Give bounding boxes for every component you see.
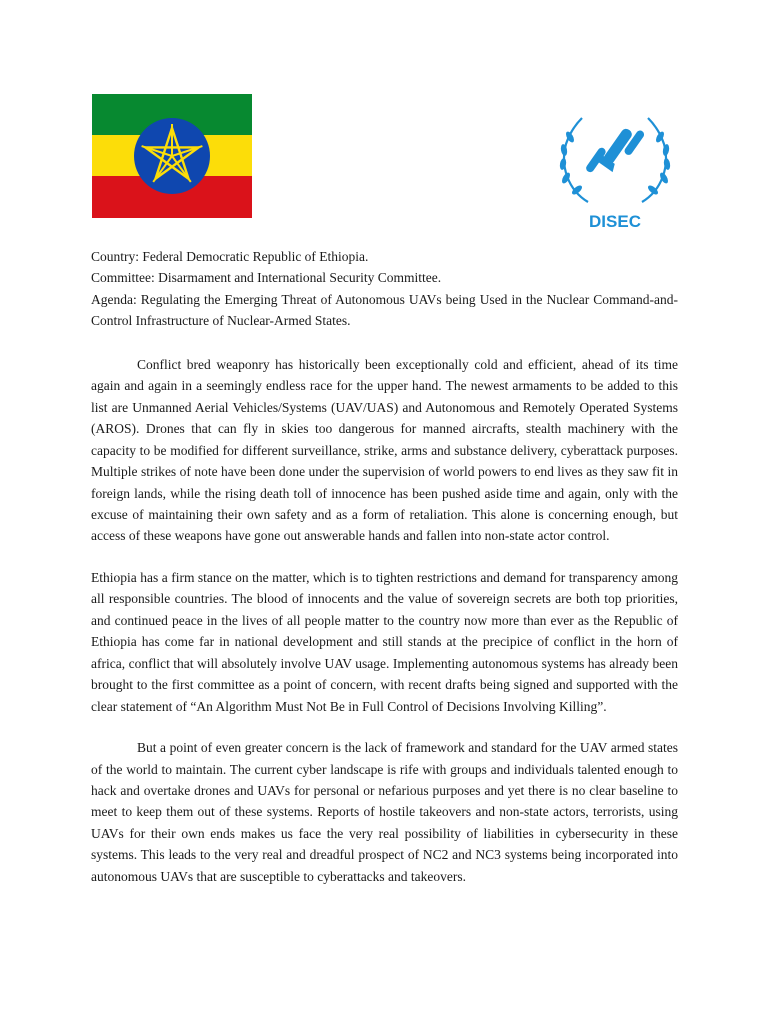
paragraph-conflict: Conflict bred weaponry has historically been exceptionally cold and efficient, ahead of its time again and again in a seemingly endless race for the upper hand. The newest armaments to be added to this list are Unmanned Aerial Vehicles/Systems (UAV/UAS) and Autonomous and Remotely Operated Systems (AROS). Drones that can fly in skies too dangerous for manned aircrafts, stealth machinery with the capacity to be modified for different surveillance, strike, arms and substance delivery, cyberattack purposes. Multiple strikes of note have been done under the supervision of world powers to end lives as they saw fit in foreign lands, while the rising death toll of innocence has been pushed aside time and again, only with the excuse of maintaining their own safety and as a form of retaliation. This alone is concerning enough, but access of these weapons have gone out answerable hands and fallen into non-state actor control.	[91, 356, 678, 544]
country-line: Country: Federal Democratic Republic of Ethiopia.	[91, 249, 369, 264]
document-body	[91, 246, 678, 887]
agenda-line: Agenda: Regulating the Emerging Threat of Autonomous UAVs being Used in the Nuclear Command-and-Control Infrastructure of Nuclear-Armed States.	[91, 291, 678, 329]
disec-emblem-icon	[550, 108, 680, 234]
ethiopia-flag-icon	[92, 94, 252, 218]
paragraph-ethiopia-stance: Ethiopia has a firm stance on the matter, which is to tighten restrictions and demand for transparency among all responsible countries. The blood of innocents and the value of sovereign secrets are both top priorities, and continued peace in the lives of all people matter to the country now more than ever as the Republic of Ethiopia has come far in national development and still stands at the precipice of conflict in the horn of africa, conflict that will absolutely involve UAV usage. Implementing autonomous systems has already been brought to the first committee as a point of concern, with recent drafts being signed and supported with the clear statement of “An Algorithm Must Not Be in Full Control of Decisions Involving Killing”.	[91, 569, 678, 714]
disec-emblem-text: DISEC	[589, 212, 641, 231]
paragraph-framework-concern: But a point of even greater concern is the lack of framework and standard for the UAV armed states of the world to maintain. The current cyber landscape is rife with groups and individuals talented enough to hack and overtake drones and UAVs for personal or nefarious purposes and yet there is no clear baseline to meet to keep them out of these systems. Reports of hostile takeovers and non-state actors, terrorists, using UAVs for their own ends makes us face the very real possibility of liabilities in cybersecurity in these systems. This leads to the very real and dreadful prospect of NC2 and NC3 systems being incorporated into autonomous UAVs that are susceptible to cyberattacks and takeovers.	[91, 740, 678, 884]
committee-line: Committee: Disarmament and International Security Committee.	[91, 270, 442, 286]
